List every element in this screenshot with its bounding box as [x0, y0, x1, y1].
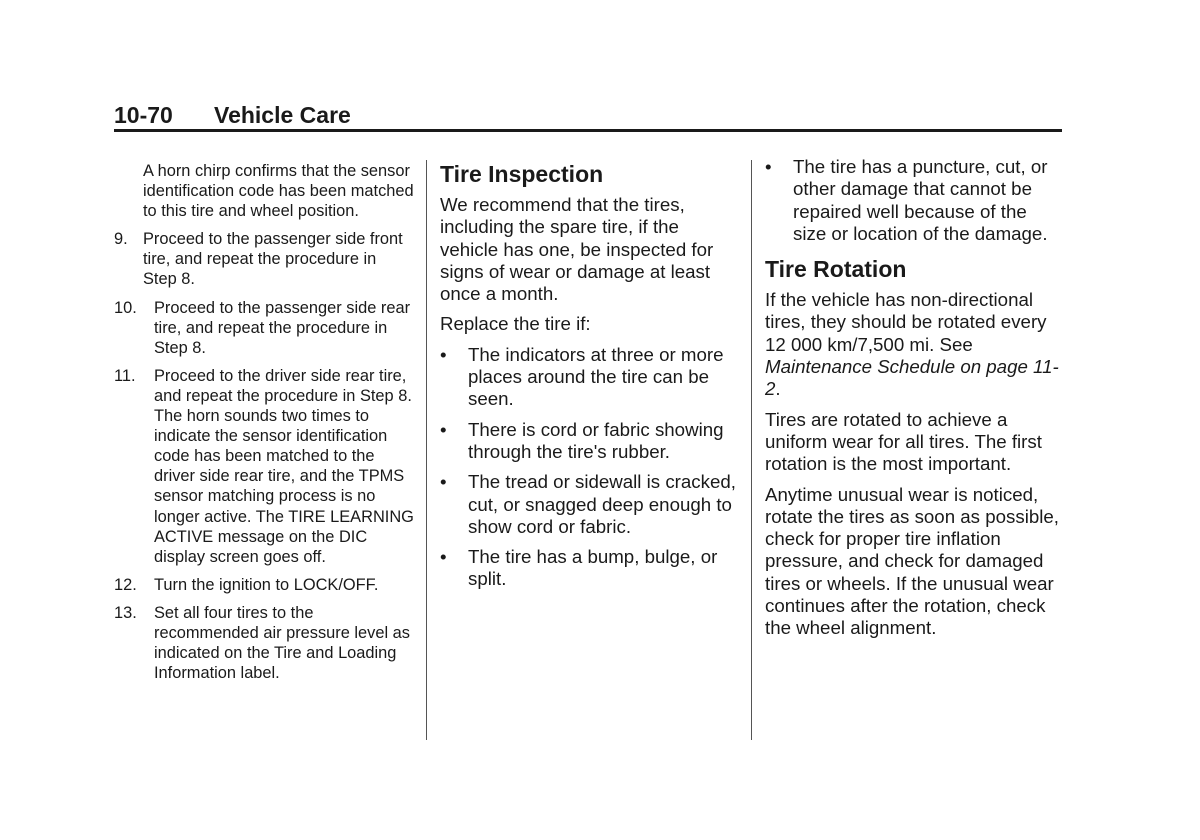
- step-item: [114, 603, 414, 683]
- bullet-text: There is cord or fabric showing through the tire's rubber.: [468, 418, 724, 462]
- bullet-text: The indicators at three or more places around the tire can be seen.: [468, 343, 724, 410]
- rotation-paragraph: Anytime unusual wear is noticed, rotate the tires as soon as possible, check for proper tire inflation pressure, and check for damaged tires or wheels. If the unusual wear continues after the rotation, check the wheel alignment.: [765, 483, 1059, 639]
- rotation-paragraph: Tires are rotated to achieve a uniform wear for all tires. The first rotation is the most important.: [765, 408, 1042, 475]
- replace-label: Replace the tire if:: [440, 313, 591, 335]
- bullet-item: [440, 344, 740, 411]
- bullet-item: [440, 471, 740, 538]
- bullet-icon: •: [440, 418, 447, 440]
- column-divider: [426, 160, 427, 740]
- step-item: [114, 298, 414, 358]
- bullet-text: The tire has a puncture, cut, or other damage that cannot be repaired well because of the size or location of the damage.: [793, 156, 1048, 244]
- bullet-text: The tire has a bump, bulge, or split.: [468, 546, 718, 590]
- column-middle: [440, 160, 740, 599]
- column-left: [114, 161, 414, 691]
- step-item: [114, 366, 414, 567]
- maintenance-schedule-link[interactable]: Maintenance Schedule on page 11-2: [765, 356, 1059, 400]
- column-right: [765, 156, 1065, 648]
- header-rule: [114, 129, 1062, 132]
- step-text: Set all four tires to the recommended air pressure level as indicated on the Tire and Loading Information label.: [154, 603, 410, 683]
- bullet-item: [440, 419, 740, 464]
- rotation-period: .: [775, 378, 781, 400]
- bullet-item: [440, 546, 740, 591]
- bullet-icon: •: [440, 471, 447, 493]
- rotation-text: If the vehicle has non-directional tires, they should be rotated every 12 000 km/7,500 mi. See: [765, 289, 1047, 355]
- bullet-icon: •: [440, 343, 447, 365]
- tire-rotation-heading: Tire Rotation: [765, 256, 907, 283]
- step-number: 11.: [114, 366, 136, 385]
- bullet-item: [765, 156, 1065, 245]
- page-header: [114, 100, 1062, 132]
- tire-inspection-heading: Tire Inspection: [440, 161, 604, 187]
- step-item: [114, 229, 414, 289]
- bullet-icon: •: [440, 546, 447, 568]
- step-number: 10.: [114, 298, 137, 317]
- column-divider: [751, 160, 752, 740]
- bullet-text: The tread or sidewall is cracked, cut, or snagged deep enough to show cord or fabric.: [468, 471, 736, 537]
- step-text: Proceed to the passenger side rear tire, and repeat the procedure in Step 8.: [154, 298, 411, 357]
- bullet-icon: •: [765, 156, 772, 177]
- section-title: Vehicle Care: [214, 102, 351, 128]
- step-text: Proceed to the passenger side front tire, and repeat the procedure in Step 8.: [143, 230, 403, 289]
- rotation-paragraph: [765, 289, 1065, 400]
- step-continuation: A horn chirp confirms that the sensor identification code has been matched to this tire and wheel position.: [143, 162, 414, 221]
- step-number: 12.: [114, 575, 137, 594]
- step-number: 13.: [114, 603, 137, 622]
- step-number: 9.: [114, 230, 128, 249]
- page-number: 10-70: [114, 102, 173, 128]
- step-text: Proceed to the driver side rear tire, and repeat the procedure in Step 8. The horn sounds two times to indicate the sensor identification code has been matched to the driver side rear tire, and the TPMS sensor matching process is no longer active. The TIRE LEARNING ACTIVE message on the DIC display screen goes off.: [154, 366, 414, 566]
- inspection-intro: We recommend that the tires, including the spare tire, if the vehicle has one, be inspected for signs of wear or damage at least once a month.: [440, 194, 714, 305]
- step-item: [114, 575, 414, 595]
- step-text: Turn the ignition to LOCK/OFF.: [154, 575, 379, 594]
